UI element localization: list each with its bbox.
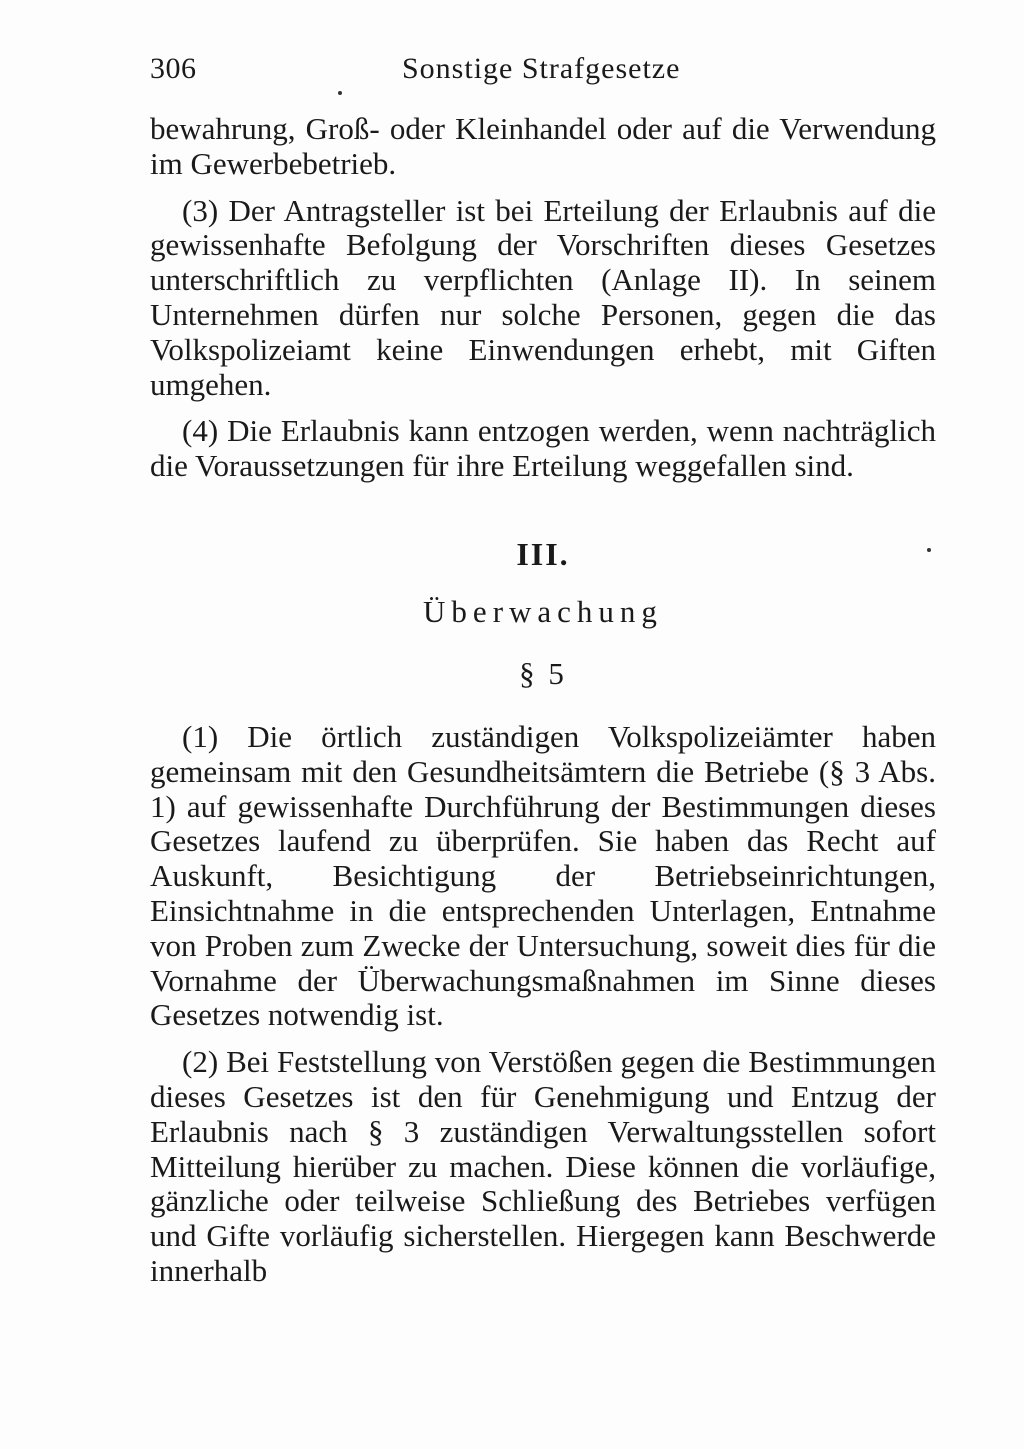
running-title: Sonstige Strafgesetze <box>402 52 681 85</box>
section-heading: Überwachung <box>423 593 663 629</box>
paragraph-3: (3) Der Antragsteller ist bei Erteilung der Erlaubnis auf die gewissenhafte Befolgung der Vorschriften dieses Gesetzes unterschriftlich zu verpflichten (Anlage II). In seinem Unternehmen dürfen nur solche Personen, gegen die das Volkspolizeiamt keine Einwendungen erhebt, mit Giften umgehen. <box>150 192 936 402</box>
paragraph-5-2: (2) Bei Feststellung von Verstößen gegen die Bestimmungen dieses Gesetzes ist den für Genehmigung und Entzug der Erlaubnis nach § 3 zuständigen Verwaltungsstellen sofort Mitteilung hierüber zu machen. Diese können die vorläufige, gänzliche oder teilweise Schließung des Betriebes verfügen und Gifte vorläufig sicherstellen. Hiergegen kann Beschwerde innerhalb <box>150 1044 936 1288</box>
paragraph-4: (4) Die Erlaubnis kann entzogen werden, wenn nachträglich die Voraussetzungen für ihre Erteilung weggefallen sind. <box>150 413 936 484</box>
body-text <box>150 112 936 1301</box>
running-head <box>150 52 940 92</box>
paragraph-sign: § 5 <box>519 655 567 691</box>
section-number: III. <box>516 535 570 572</box>
paragraph-continuation: bewahrung, Groß- oder Kleinhandel oder auf die Verwendung im Gewerbebetrieb. <box>150 111 936 181</box>
paragraph-5-1: (1) Die örtlich zuständigen Volkspolizeiämter haben gemeinsam mit den Gesundheitsämtern die Betriebe (§ 3 Abs. 1) auf gewissenhafte Durchführung der Bestimmungen dieses Gesetzes laufend zu überprüfen. Sie haben das Recht auf Auskunft, Besichtigung der Betriebseinrichtungen, Einsichtnahme in die entsprechenden Unterlagen, Entnahme von Proben zum Zwecke der Untersuchung, soweit dies für die Vornahme der Überwachungsmaßnahmen im Sinne dieses Gesetzes notwendig ist. <box>150 718 936 1033</box>
print-speck <box>338 91 342 95</box>
page-number: 306 <box>150 52 197 85</box>
